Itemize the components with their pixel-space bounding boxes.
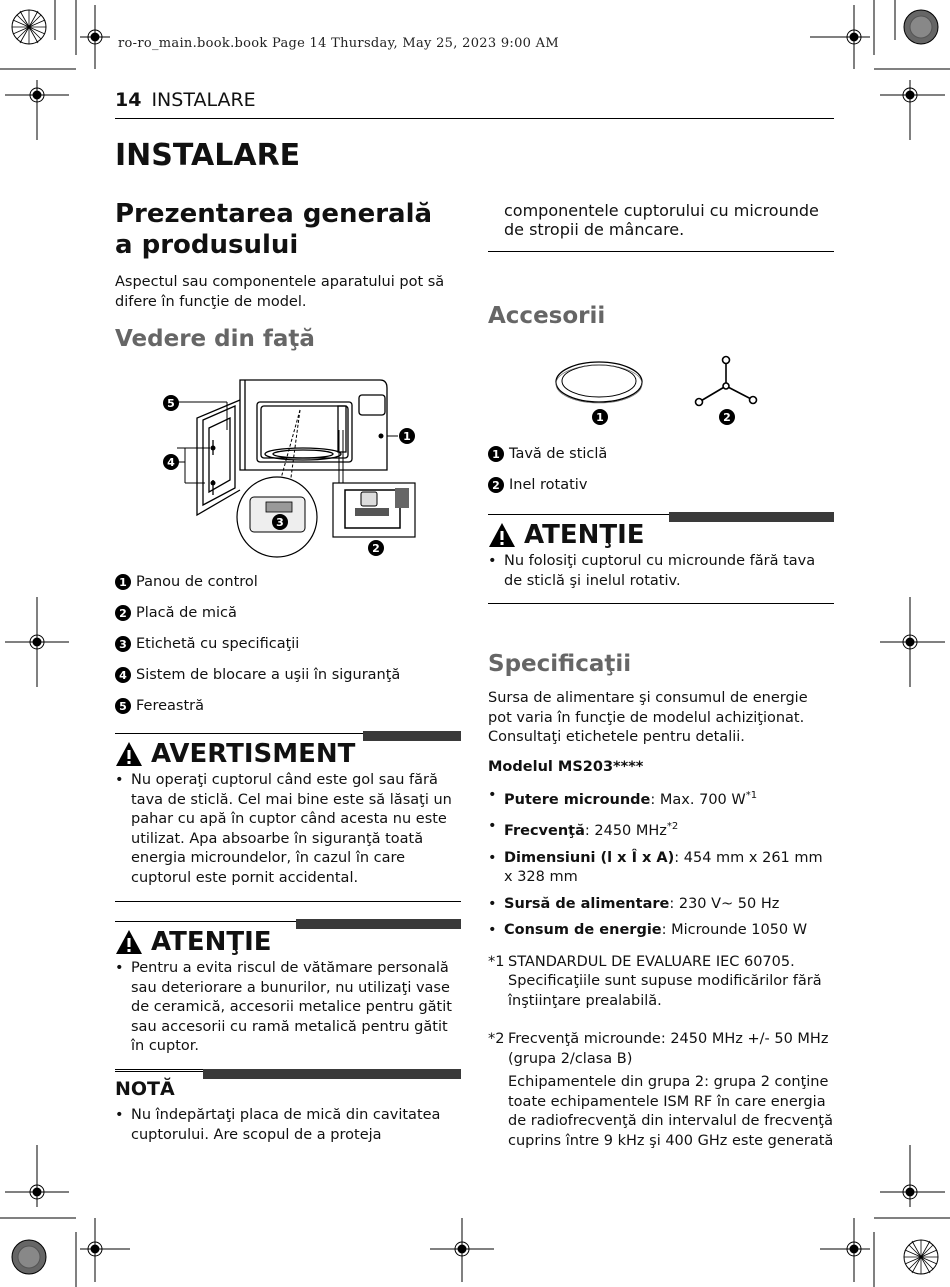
footnote-2: *2 Frecvenţă microunde: 2450 MHz +/- 50 MHz (grupa 2/clasa B) Echipamentele din grupa 2: grupa 2 conţine toate echipamentele ISM RF în care energia de radiofrecvenţă din intervalul de frecvenţă cuprins între 9 kHz şi 400 GHz este generată xyxy=(488,1031,834,1149)
warning-text: • Nu operaţi cuptorul când este gol sau fără tava de sticlă. Cel mai bine este să lăsaţi un pahar cu apă în cuptor când acesta nu este utilizat. Apa absoarbe în siguranţă toată energia microundelor, în cazul în care cuptorul este pornit accidental. xyxy=(115,771,461,888)
caution-text: • Pentru a evita riscul de vătămare personală sau deteriorare a bunurilor, nu utilizaţi vase de ceramică, accesorii metalice pentru gătit sau accesorii cu ramă metalică pentru gătit în cuptor. xyxy=(115,959,461,1057)
warning-icon xyxy=(115,741,143,767)
note-text-part1: • Nu îndepărtaţi placa de mică din cavitatea cuptorului. Are scopul de a proteja xyxy=(115,1106,461,1145)
caution-icon xyxy=(488,522,516,548)
caution-text: • Nu folosiţi cuptorul cu microunde fără tava de sticlă şi inelul rotativ. xyxy=(488,552,834,591)
spec-item: • Putere microunde: Max. 700 $W^{*1}$ xyxy=(488,786,834,810)
spec-item: • Consum de energie: Microunde 1050 W xyxy=(488,921,834,941)
legend-item: 5 Fereastră xyxy=(115,696,455,716)
roller-ring-illustration xyxy=(696,357,757,406)
caution-title: ATENŢIE xyxy=(524,520,645,550)
legend-item: 4 Sistem de blocare a uşii în siguranţă xyxy=(115,665,455,685)
legend-item: 2 Inel rotativ xyxy=(488,475,834,495)
microwave-front-view-illustration xyxy=(155,370,430,560)
header-rule xyxy=(115,118,834,119)
svg-text:3: 3 xyxy=(276,516,284,529)
front-view-heading: Vedere din faţă xyxy=(115,326,315,352)
warning-title: AVERTISMENT xyxy=(151,739,356,769)
accessories-illustration xyxy=(540,352,780,432)
callout-2 xyxy=(368,540,384,556)
callout-accessory-1 xyxy=(592,409,608,425)
svg-text:4: 4 xyxy=(167,456,175,469)
registration-circle-top-left xyxy=(12,10,46,44)
specs-model: Modelul MS203**** xyxy=(488,758,644,775)
note-end-rule xyxy=(488,251,834,252)
svg-text:1: 1 xyxy=(403,430,411,443)
specs-intro: Sursa de alimentare şi consumul de energie pot varia în funcţie de modelul achiziţionat. Consultaţi etichetele pentru detalii. xyxy=(488,690,808,745)
note-box xyxy=(115,1069,461,1145)
legend-item: 3 Etichetă cu specificaţii xyxy=(115,634,455,654)
legend-item: 2 Placă de mică xyxy=(115,603,455,623)
overview-intro: Aspectul sau componentele aparatului pot să difere în funcţie de model. xyxy=(115,274,445,310)
callout-4 xyxy=(163,454,179,470)
print-header: ro-ro_main.book.book Page 14 Thursday, May 25, 2023 9:00 AM xyxy=(118,36,559,51)
running-head xyxy=(115,89,256,111)
overview-section xyxy=(115,199,455,352)
callout-5 xyxy=(163,395,179,411)
overview-heading: Prezentarea generală a produsului xyxy=(115,199,433,260)
svg-text:5: 5 xyxy=(167,397,175,410)
registration-circle-bottom-left xyxy=(12,1240,46,1274)
callout-3 xyxy=(272,514,288,530)
caution-box xyxy=(115,919,461,1070)
spec-item: • Dimensiuni (l x Î x A): 454 mm x 261 mm x 328 mm xyxy=(488,849,834,888)
spec-item: • Frecvenţă: 2450 MHz$^{*2}$ xyxy=(488,817,834,841)
caution-title: ATENŢIE xyxy=(151,927,272,957)
caution-box-accessories xyxy=(488,512,834,604)
legend-item: 1 Panou de control xyxy=(115,572,455,592)
page-number: 14 xyxy=(115,89,142,111)
accessories-legend xyxy=(488,444,834,495)
warning-box xyxy=(115,731,461,902)
glass-tray-illustration xyxy=(556,362,642,403)
note-title: NOTĂ xyxy=(115,1078,175,1100)
svg-text:1: 1 xyxy=(596,411,604,424)
svg-text:2: 2 xyxy=(372,542,380,555)
specs-heading: Specificaţii xyxy=(488,651,632,677)
callout-1 xyxy=(399,428,415,444)
note-text-part2: componentele cuptorului cu microunde de stropii de mâncare. xyxy=(504,201,819,239)
page-title: INSTALARE xyxy=(115,138,301,173)
callout-accessory-2 xyxy=(719,409,735,425)
registration-circle-top-right xyxy=(904,10,938,44)
specs-section xyxy=(488,651,834,1151)
running-head-title: INSTALARE xyxy=(151,89,256,111)
caution-icon xyxy=(115,929,143,955)
legend-item: 1 Tavă de sticlă xyxy=(488,444,834,464)
svg-text:2: 2 xyxy=(723,411,731,424)
footnote-1: *1 STANDARDUL DE EVALUARE IEC 60705. Specificaţiile sunt supuse modificărilor fără înştiinţare prealabilă. xyxy=(488,953,822,1009)
registration-circle-bottom-right xyxy=(904,1240,938,1274)
spec-item: • Sursă de alimentare: 230 V~ 50 Hz xyxy=(488,895,834,915)
accessories-heading: Accesorii xyxy=(488,303,606,329)
front-view-legend xyxy=(115,572,455,716)
